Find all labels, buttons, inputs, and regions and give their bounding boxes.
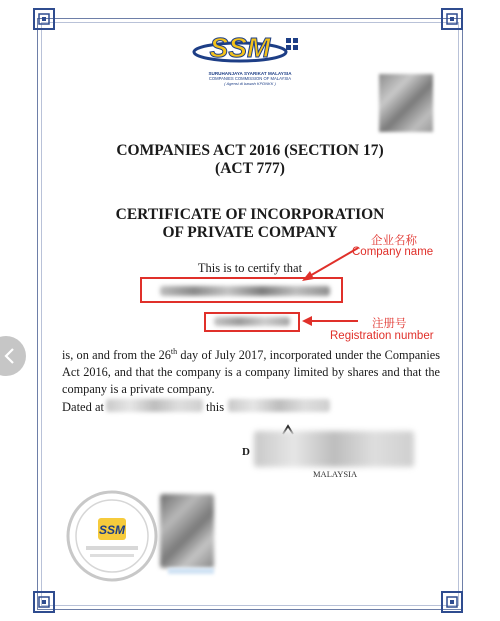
previous-page-button[interactable] xyxy=(0,336,26,376)
act-heading: COMPANIES ACT 2016 (SECTION 17) xyxy=(116,142,384,159)
paragraph-part1: is, on and from the 26 xyxy=(62,348,171,363)
registration-number-redacted xyxy=(214,317,290,326)
corner-ornament-top-left xyxy=(31,6,57,32)
certificate-title: CERTIFICATE OF INCORPORATION xyxy=(115,206,385,223)
dated-date-redacted xyxy=(228,399,330,412)
ssm-logo-mark xyxy=(190,30,310,64)
signature-underline xyxy=(168,568,214,574)
country-label: MALAYSIA xyxy=(313,469,358,479)
ssm-logo-initials: SSM xyxy=(209,32,271,63)
logo-org-name-ms: SURUHANJAYA SYARIKAT MALAYSIA xyxy=(208,71,292,76)
paragraph-superscript: th xyxy=(170,347,178,356)
signature-redacted xyxy=(254,431,414,467)
annotation-company-cn: 企业名称 xyxy=(371,235,417,247)
certificate-subtitle: OF PRIVATE COMPANY xyxy=(162,224,338,241)
annotation-company-en: Company name xyxy=(352,246,434,258)
qr-code xyxy=(379,74,433,132)
company-name-redacted xyxy=(160,286,330,296)
arrow-registration-number xyxy=(300,314,360,328)
dated-place-redacted xyxy=(106,399,203,412)
this-label: this xyxy=(206,400,225,414)
dated-label: Dated at xyxy=(62,400,104,414)
stamp-label: SSM xyxy=(98,523,126,537)
corner-ornament-bottom-right xyxy=(439,589,465,615)
act-number: (ACT 777) xyxy=(215,160,285,177)
official-stamp xyxy=(64,488,160,584)
incorporation-paragraph xyxy=(62,343,440,398)
certify-text: This is to certify that xyxy=(197,261,303,275)
corner-ornament-top-right xyxy=(439,6,465,32)
officer-signature-redacted xyxy=(160,494,214,568)
ssm-logo xyxy=(190,30,310,88)
signature-initial: D xyxy=(242,446,250,458)
chevron-left-icon xyxy=(2,347,16,365)
paragraph-part2: day of July 2017, incorporated under the Companies Act 2016, and that the company is a company limited by shares and that the company is a private company. xyxy=(62,348,440,397)
annotation-registration-cn: 注册号 xyxy=(372,318,407,330)
annotation-registration-en: Registration number xyxy=(330,330,434,342)
logo-tagline: ( Agensi di bawah KPDNKK ) xyxy=(224,81,276,86)
corner-ornament-bottom-left xyxy=(31,589,57,615)
logo-org-name-en: COMPANIES COMMISSION OF MALAYSIA xyxy=(208,76,292,81)
